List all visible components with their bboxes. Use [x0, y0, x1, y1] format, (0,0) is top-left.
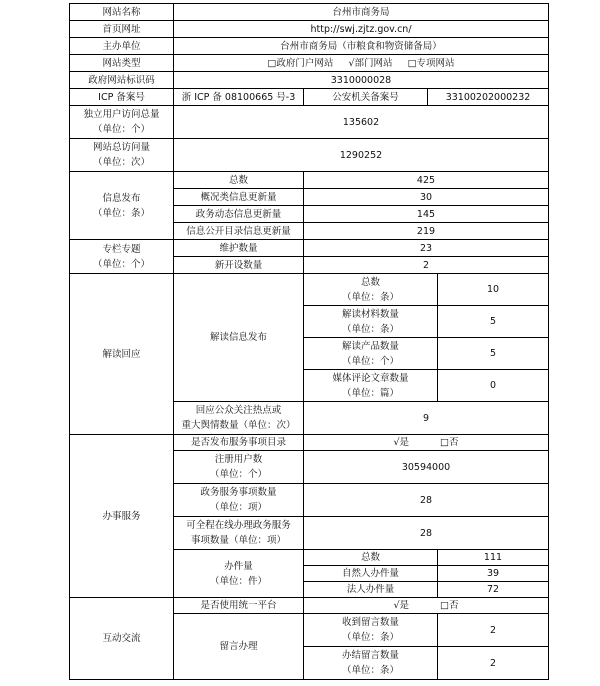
- police-record-label: 公安机关备案号: [304, 89, 428, 106]
- service-catalog-options: [304, 435, 549, 451]
- row-site-type: [70, 55, 549, 72]
- volume-legal-value: 72: [438, 582, 549, 598]
- info-dynamics-label: 政务动态信息更新量: [174, 206, 304, 223]
- info-total-label: 总数: [174, 172, 304, 189]
- row-platform: [70, 598, 549, 614]
- interpret-materials-label: 解读材料数量 （单位：条）: [304, 306, 438, 338]
- service-catalog-yes: √是: [393, 437, 410, 448]
- row-homepage: [70, 21, 549, 38]
- homepage-label: 首页网址: [70, 21, 174, 38]
- platform-yes: √是: [393, 600, 410, 611]
- checkbox-icon: □: [440, 437, 450, 448]
- platform-label: 是否使用统一平台: [174, 598, 304, 614]
- column-new-value: 2: [304, 257, 549, 274]
- volume-natural-value: 39: [438, 566, 549, 582]
- site-type-option-department: √部门网站: [348, 57, 393, 69]
- interaction-label: 互动交流: [70, 598, 174, 680]
- checkmark-icon: √: [348, 57, 355, 69]
- interpret-products-label: 解读产品数量 （单位：个）: [304, 338, 438, 370]
- website-annual-report-table: [69, 3, 549, 680]
- msg-received-label: 收到留言数量 （单位：条）: [304, 614, 438, 647]
- interpret-sub-label: 解读信息发布: [174, 274, 304, 402]
- interpret-media-label: 媒体评论文章数量 （单位：篇）: [304, 370, 438, 402]
- interpret-hotspot-label: 回应公众关注热点或 重大舆情数量（单位：次）: [174, 402, 304, 435]
- row-site-code: [70, 72, 549, 89]
- row-service-catalog: [70, 435, 549, 451]
- site-code-value: 3310000028: [174, 72, 549, 89]
- total-visits-label: 网站总访问量 （单位：次）: [70, 139, 174, 172]
- service-online-label: 可全程在线办理政务服务 事项数量（单位：项）: [174, 517, 304, 550]
- service-users-label: 注册用户数 （单位：个）: [174, 451, 304, 484]
- service-items-label: 政务服务事项数量 （单位：项）: [174, 484, 304, 517]
- info-overview-label: 概况类信息更新量: [174, 189, 304, 206]
- checkmark-icon: √: [393, 600, 400, 611]
- row-column-maintain: [70, 240, 549, 257]
- site-code-label: 政府网站标识码: [70, 72, 174, 89]
- site-type-label: 网站类型: [70, 55, 174, 72]
- service-online-value: 28: [304, 517, 549, 550]
- row-icp: [70, 89, 549, 106]
- service-volume-label: 办件量 （单位：件）: [174, 550, 304, 598]
- service-label: 办事服务: [70, 435, 174, 598]
- column-new-label: 新开设数量: [174, 257, 304, 274]
- interpret-products-value: 5: [438, 338, 549, 370]
- site-name-value: 台州市商务局: [174, 4, 549, 21]
- sponsor-label: 主办单位: [70, 38, 174, 55]
- info-total-value: 425: [304, 172, 549, 189]
- site-type-option-portal: □政府门户网站: [267, 57, 334, 69]
- row-interpret-total: [70, 274, 549, 306]
- row-total-visits: [70, 139, 549, 172]
- checkbox-icon: □: [440, 600, 450, 611]
- volume-natural-label: 自然人办件量: [304, 566, 438, 582]
- msg-closed-value: 2: [438, 647, 549, 680]
- service-catalog-no: □否: [440, 437, 459, 448]
- icp-label: ICP 备案号: [70, 89, 174, 106]
- checkbox-icon: □: [407, 57, 417, 69]
- total-visits-value: 1290252: [174, 139, 549, 172]
- platform-options: [304, 598, 549, 614]
- row-sponsor: [70, 38, 549, 55]
- interpret-media-value: 0: [438, 370, 549, 402]
- interpret-label: 解读回应: [70, 274, 174, 435]
- checkbox-icon: □: [267, 57, 277, 69]
- info-overview-value: 30: [304, 189, 549, 206]
- site-type-options: [174, 55, 549, 72]
- interpret-hotspot-value: 9: [304, 402, 549, 435]
- info-catalog-label: 信息公开目录信息更新量: [174, 223, 304, 240]
- service-users-value: 30594000: [304, 451, 549, 484]
- msg-received-value: 2: [438, 614, 549, 647]
- column-maintain-value: 23: [304, 240, 549, 257]
- service-catalog-label: 是否发布服务事项目录: [174, 435, 304, 451]
- msg-closed-label: 办结留言数量 （单位：条）: [304, 647, 438, 680]
- column-label: 专栏专题 （单位：个）: [70, 240, 174, 274]
- sponsor-value: 台州市商务局（市粮食和物资储备局）: [174, 38, 549, 55]
- info-catalog-value: 219: [304, 223, 549, 240]
- icp-value: 浙 ICP 备 08100665 号-3: [174, 89, 304, 106]
- interpret-total-value: 10: [438, 274, 549, 306]
- volume-total-label: 总数: [304, 550, 438, 566]
- police-record-value: 33100202000232: [428, 89, 549, 106]
- row-unique-visitors: [70, 106, 549, 139]
- site-name-label: 网站名称: [70, 4, 174, 21]
- msg-label: 留言办理: [174, 614, 304, 680]
- info-publish-label: 信息发布 （单位：条）: [70, 172, 174, 240]
- volume-total-value: 111: [438, 550, 549, 566]
- platform-no: □否: [440, 600, 459, 611]
- volume-legal-label: 法人办件量: [304, 582, 438, 598]
- unique-visitors-value: 135602: [174, 106, 549, 139]
- checkmark-icon: √: [393, 437, 400, 448]
- column-maintain-label: 维护数量: [174, 240, 304, 257]
- interpret-total-label: 总数 （单位：条）: [304, 274, 438, 306]
- info-dynamics-value: 145: [304, 206, 549, 223]
- site-type-option-special: □专项网站: [407, 57, 455, 69]
- unique-visitors-label: 独立用户访问总量 （单位：个）: [70, 106, 174, 139]
- interpret-materials-value: 5: [438, 306, 549, 338]
- homepage-value: http://swj.zjtz.gov.cn/: [174, 21, 549, 38]
- row-site-name: [70, 4, 549, 21]
- row-info-total: [70, 172, 549, 189]
- service-items-value: 28: [304, 484, 549, 517]
